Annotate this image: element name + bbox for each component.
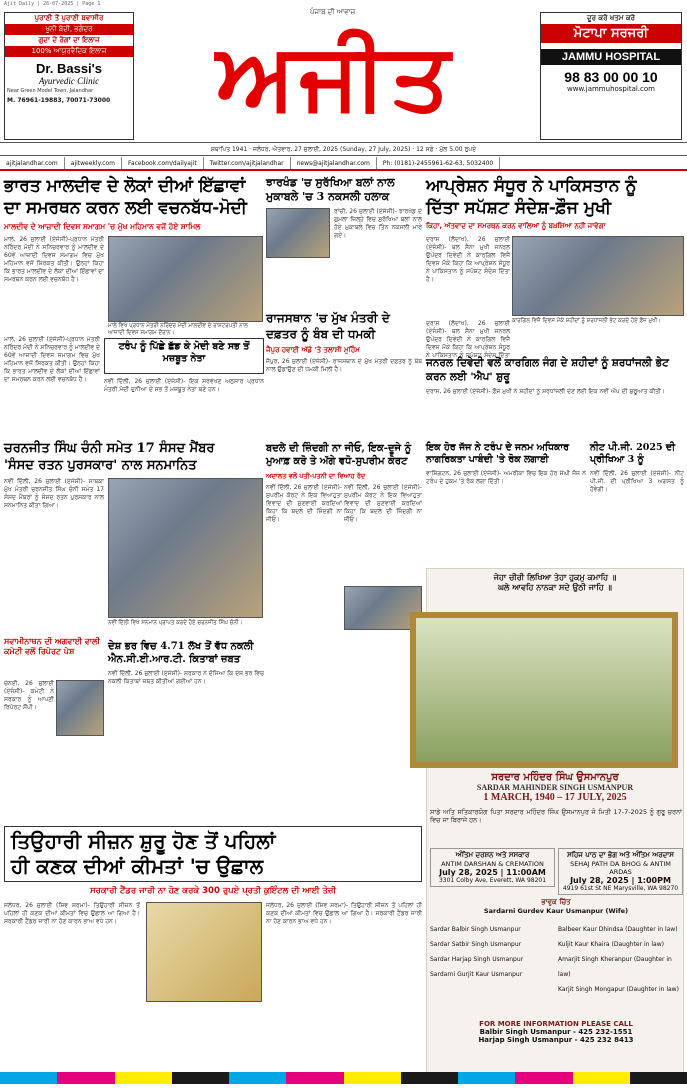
mourner-name: Sardar Balbir Singh Usmanpur [430,926,521,933]
mourner-name: Sardar Satbir Singh Usmanpur [430,941,522,948]
print-slug: Ajit Daily | 26-07-2025 | Page 1 [4,1,101,7]
lead1-body-cont: ਮਾਲੇ, 26 ਜੁਲਾਈ (ਏਜੰਸੀ)-ਪ੍ਰਧਾਨ ਮੰਤਰੀ ਨਰਿੰਦਰ ਮੋਦੀ ਨੇ ਸਨਿਚਰਵਾਰ ਨੂੰ ਮਾਲਦੀਵ ਦੇ 60ਵੇਂ ਆਜ਼ਾਦੀ ਦਿਵਸ ਸਮਾਗਮ ਵਿਚ ਮੁੱਖ ਮਹਿਮਾਨ ਵਜੋਂ ਸ਼ਿਰਕਤ ਕੀਤੀ। ਉਨ੍ਹਾਂ ਕਿਹਾ ਕਿ ਭਾਰਤ ਮਾਲਦੀਵ ਦੇ ਲੋਕਾਂ ਦੀਆਂ ਇੱਛਾਵਾਂ ਦਾ ਸਮਰਥਨ ਕਰਨ ਲਈ ਵਚਨਬੱਧ ਹੈ। [4,336,100,383]
obituary-portrait [410,612,678,768]
naxal-body: ਰਾਂਚੀ, 26 ਜੁਲਾਈ (ਏਜੰਸੀ)- ਝਾਰਖੰਡ ਦੇ ਗੁਮਲਾ ਜ਼ਿਲ੍ਹੇ ਵਿਚ ਸੁਰੱਖਿਆ ਬਲਾਂ ਨਾਲ ਹੋਏ ਮੁਕਾਬਲੇ ਵਿਚ ਤਿੰਨ ਨਕਸਲੀ ਮਾਰੇ ਗਏ। [334,208,422,239]
divorce-headline[interactable]: ਬਦਲੇ ਦੀ ਜ਼ਿੰਦਗੀ ਨਾ ਜੀਓ, ਇਕ-ਦੂਜੇ ਨੂੰ ਮੁਆਫ਼ ਕਰੋ ਤੇ ਅੱਗੇ ਵਧੋ-ਸੁਪਰੀਮ ਕੋਰਟ [266,443,412,467]
divorce-subhead: ਅਦਾਲਤ ਵਲੋਂ ਪਤੀ-ਪਤਨੀ ਦਾ ਵਿਆਹ ਰੱਦ [266,472,366,480]
sindoor-subhead: ਕਿਹਾ, ਅੱਤਵਾਦ ਦਾ ਸਮਰਥਨ ਕਰਨ ਵਾਲਿਆਂ ਨੂੰ ਬਖ਼ਸ਼ਿਆ ਨਹੀਂ ਜਾਵੇਗਾ [426,222,606,230]
mourners-wife: Sardarni Gurdev Kaur Usmanpur (Wife) [483,907,629,915]
sindoor-headline-line1: ਆਪ੍ਰੇਸ਼ਨ ਸੰਧੂਰ ਨੇ ਪਾਕਿਸਤਾਨ ਨੂੰ [426,176,637,196]
lead1-headline-line1: ਭਾਰਤ ਮਾਲਦੀਵ ਦੇ ਲੋਕਾਂ ਦੀਆਂ ਇੱਛਾਵਾਂ [4,176,246,196]
award-caption: ਨਵੀਂ ਦਿੱਲੀ ਵਿਖੇ ਸਨਮਾਨ ਪ੍ਰਾਪਤ ਕਰਦੇ ਹੋਏ ਚਰਨਜੀਤ ਸਿੰਘ ਚੰਨੀ। [108,620,243,626]
mourner-name: Sardar Harjap Singh Usmanpur [430,956,524,963]
cremation-address: 3301 Colby Ave, Everett, WA 98201 [438,877,547,884]
sindoor-headline[interactable] [426,175,684,219]
color-swatch [630,1072,687,1084]
obituary-cremation [430,848,555,887]
ad-hospital-phone: 98 83 00 00 10 [564,69,658,85]
ad-hospital-web: www.jammuhospital.com [567,85,655,93]
award-photo[interactable] [108,478,263,618]
lead1-subhead: ਮਾਲਦੀਵ ਦੇ ਆਜ਼ਾਦੀ ਦਿਵਸ ਸਮਾਗਮ 'ਚ ਮੁੱਖ ਮਹਿਮਾਨ ਵਜੋਂ ਹੋਏ ਸ਼ਾਮਿਲ [4,222,201,231]
contact-item[interactable]: news@ajitjalandhar.com [291,157,377,169]
mourners-left [430,922,554,982]
lead1-headline[interactable] [4,175,262,219]
award-headline[interactable] [4,440,262,474]
obituary-notice: ਸਾਡੇ ਅਤਿ ਸਤਿਕਾਰਯੋਗ ਪਿਤਾ ਸਰਦਾਰ ਮਹਿੰਦਰ ਸਿੰਘ ਉਸਮਾਨਪੁਰ ਜੋ ਮਿਤੀ 17-7-2025 ਨੂੰ ਗੁਰੂ ਚਰਨਾਂ ਵਿਚ ਜਾ ਬਿਰਾਜੇ ਹਨ। [430,808,682,824]
obituary-verse-2: ਘਲੇ ਆਵਹਿ ਨਾਨਕਾ ਸਦੇ ਉਠੀ ਜਾਹਿ ॥ [498,583,612,592]
obituary-mourners-header [430,898,682,915]
divorce-body: ਨਵੀਂ ਦਿੱਲੀ, 26 ਜੁਲਾਈ (ਏਜੰਸੀ)- ਸੁਪਰੀਮ ਕੋਰਟ ਨੇ ਇਕ ਵਿਆਹੁਤਾ ਵਿਵਾਦ ਦੀ ਸੁਣਵਾਈ ਕਰਦਿਆਂ ਕਿਹਾ ਕਿ ਬਦਲੇ ਦੀ ਜ਼ਿੰਦਗੀ ਨਾ ਜੀਓ। [266,484,342,523]
naxal-photo [266,208,330,258]
mourner-name: Karjit Singh Mongapur (Daughter in law) [558,986,679,993]
cremation-date: July 28, 2025 | 11:00AM [439,868,546,877]
masthead-tagline: ਪੰਜਾਬ ਦੀ ਆਵਾਜ਼ [310,8,356,16]
bhog-date: July 28, 2025 | 1:00PM [570,876,671,885]
masthead [170,8,500,148]
ad-hospital-line2: ਮੋਟਾਪਾ ਸਰਜਰੀ [541,24,681,43]
more-info-label: FOR MORE INFORMATION PLEASE CALL [479,1020,633,1028]
ncert-body: ਨਵੀਂ ਦਿੱਲੀ, 26 ਜੁਲਾਈ (ਏਜੰਸੀ)- ਸਰਕਾਰ ਨੇ ਦੱਸਿਆ ਕਿ ਦੇਸ਼ ਭਰ ਵਿਚ ਨਕਲੀ ਕਿਤਾਬਾਂ ਜ਼ਬਤ ਕੀਤੀਆਂ ਗਈਆਂ ਹਨ। [108,670,264,685]
ad-clinic-line1: ਪੁਰਾਣੀ ਤੋਂ ਪੁਰਾਣੀ ਬਵਾਸੀਰ [5,13,133,24]
dateline: ਸਥਾਪਿਤ 1941 · ਜਲੰਧਰ, ਐਤਵਾਰ, 27 ਜੁਲਾਈ, 2025 (Sunday, 27 July, 2025) · 12 ਸਫ਼ੇ · ਮੁੱਲ 5.00 ਰੁਪਏ [0,142,687,156]
contact-item[interactable]: Facebook.com/dailyajit [122,157,204,169]
judge-body: ਵਾਸ਼ਿੰਗਟਨ, 26 ਜੁਲਾਈ (ਏਜੰਸੀ)- ਅਮਰੀਕਾ ਵਿਚ ਇਕ ਹੋਰ ਸੰਘੀ ਜੱਜ ਨੇ ਟਰੰਪ ਦੇ ਹੁਕਮ 'ਤੇ ਰੋਕ ਲਗਾ ਦਿੱਤੀ। [426,470,586,485]
lead1-photo[interactable] [108,236,263,322]
lead1-body: ਮਾਲੇ, 26 ਜੁਲਾਈ (ਏਜੰਸੀ)-ਪ੍ਰਧਾਨ ਮੰਤਰੀ ਨਰਿੰਦਰ ਮੋਦੀ ਨੇ ਸਨਿਚਰਵਾਰ ਨੂੰ ਮਾਲਦੀਵ ਦੇ 60ਵੇਂ ਆਜ਼ਾਦੀ ਦਿਵਸ ਸਮਾਗਮ ਵਿਚ ਮੁੱਖ ਮਹਿਮਾਨ ਵਜੋਂ ਸ਼ਿਰਕਤ ਕੀਤੀ। ਉਨ੍ਹਾਂ ਕਿਹਾ ਕਿ ਭਾਰਤ ਮਾਲਦੀਵ ਦੇ ਲੋਕਾਂ ਦੀਆਂ ਇੱਛਾਵਾਂ ਦਾ ਸਮਰਥਨ ਕਰਨ ਲਈ ਵਚਨਬੱਧ ਹੈ। [4,236,104,283]
ad-hospital-line1: ਦੂਰ ਕਰੋ ਖਤਮ ਕਰੋ [541,13,681,24]
ad-hospital-name: JAMMU HOSPITAL [541,49,681,65]
sindoor-photo[interactable] [512,236,684,316]
small-story-photo [56,680,104,736]
newspaper-logo[interactable]: ਅਜੀਤ [216,22,454,130]
color-swatch [286,1072,343,1084]
kargil-headline[interactable]: ਜਨਰਲ ਦਿਵੇਦੀ ਵਲੋਂ ਕਾਰਗਿਲ ਜੰਗ ਦੇ ਸ਼ਹੀਦਾਂ ਨੂੰ ਸ਼ਰਧਾਂਜਲੀ ਭੇਟ ਕਰਨ ਲਈ 'ਐਪ' ਸ਼ੁਰੂ [426,357,669,383]
ad-clinic-line4: 100% ਆਯੁਰਵੈਦਿਕ ਇਲਾਜ [5,46,133,57]
sindoor-headline-line2: ਦਿੱਤਾ ਸਪੱਸ਼ਟ ਸੰਦੇਸ਼-ਫ਼ੌਜ ਮੁਖੀ [426,198,612,218]
contact-item[interactable]: ajitweekly.com [65,157,122,169]
ad-clinic-address: Near Green Model Town, Jalandhar [7,88,94,94]
color-swatch [573,1072,630,1084]
ad-clinic-brand: Dr. Bassi's [36,61,102,76]
naxal-headline[interactable]: ਝਾਰਖੰਡ 'ਚ ਸੁਰੱਖਿਆ ਬਲਾਂ ਨਾਲ ਮੁਕਾਬਲੇ 'ਚ 3 ਨਕਸਲੀ ਹਲਾਕ [266,176,395,203]
wheat-body-col2: ਜਲੰਧਰ, 26 ਜੁਲਾਈ (ਸ਼ਿਵ ਸ਼ਰਮਾ)- ਤਿਉਹਾਰੀ ਸੀਜ਼ਨ ਤੋਂ ਪਹਿਲਾਂ ਹੀ ਕਣਕ ਦੀਆਂ ਕੀਮਤਾਂ ਵਿਚ ਉਛਾਲ ਆ ਗਿਆ ਹੈ। ਸਰਕਾਰੀ ਟੈਂਡਰ ਜਾਰੀ ਨਾ ਹੋਣ ਕਾਰਨ ਭਾਅ ਵਧੇ ਹਨ। [266,902,422,925]
color-registration-bar [0,1072,687,1084]
neet-headline[interactable]: ਨੀਟ ਪੀ.ਜੀ. 2025 ਦੀ ਪ੍ਰੀਖਿਆ 3 ਨੂੰ [590,442,676,465]
sindoor-caption: ਕਾਰਗਿਲ ਵਿਜੈ ਦਿਵਸ ਮੌਕੇ ਸ਼ਹੀਦਾਂ ਨੂੰ ਸ਼ਰਧਾਂਜਲੀ ਭੇਟ ਕਰਦੇ ਹੋਏ ਫ਼ੌਜ ਮੁਖੀ। [512,318,661,324]
sindoor-body-cont: ਦਰਾਸ (ਲੱਦਾਖ), 26 ਜੁਲਾਈ (ਏਜੰਸੀ)- ਥਲ ਸੈਨਾ ਮੁਖੀ ਜਨਰਲ ਉਪੇਂਦਰ ਦਿਵੇਦੀ ਨੇ ਕਾਰਗਿਲ ਵਿਜੈ ਦਿਵਸ ਮੌਕੇ ਕਿਹਾ ਕਿ ਆਪ੍ਰੇਸ਼ਨ ਸੰਧੂਰ ਨੇ ਪਾਕਿਸਤਾਨ ਨੂੰ ਸਪੱਸ਼ਟ ਸੰਦੇਸ਼ ਦਿੱਤਾ [426,320,510,359]
ad-hospital[interactable] [540,12,682,140]
trump-body: ਨਵੀਂ ਦਿੱਲੀ, 26 ਜੁਲਾਈ (ਏਜੰਸੀ)- ਇਕ ਸਰਵੇਖਣ ਅਨੁਸਾਰ ਪ੍ਰਧਾਨ ਮੰਤਰੀ ਮੋਦੀ ਦੁਨੀਆ ਦੇ ਸਭ ਤੋਂ ਮਜ਼ਬੂਤ ਨੇਤਾ ਬਣੇ ਹਨ। [104,378,264,393]
lead1-headline-line2: ਦਾ ਸਮਰਥਨ ਕਰਨ ਲਈ ਵਚਨਬੱਧ-ਮੋਦੀ [4,198,247,218]
obituary-dates: 1 MARCH, 1940 – 17 JULY, 2025 [483,792,627,803]
mourner-name: Amarjit Singh Kheranpur (Daughter in law) [558,956,672,978]
color-swatch [401,1072,458,1084]
small-story-headline[interactable]: ਸਵਾਮੀਨਾਥਨ ਦੀ ਅਗਵਾਈ ਵਾਲੀ ਕਮੇਟੀ ਵਲੋਂ ਰਿਪੋਰਟ ਪੇਸ਼ [4,636,100,656]
wheat-photo [146,902,262,1002]
rajasthan-body: ਜੈਪੁਰ, 26 ਜੁਲਾਈ (ਏਜੰਸੀ)- ਰਾਜਸਥਾਨ ਦੇ ਮੁੱਖ ਮੰਤਰੀ ਦਫ਼ਤਰ ਨੂੰ ਬੰਬ ਨਾਲ ਉਡਾਉਣ ਦੀ ਧਮਕੀ ਮਿਲੀ ਹੈ। [266,358,422,373]
wheat-body: ਜਲੰਧਰ, 26 ਜੁਲਾਈ (ਸ਼ਿਵ ਸ਼ਰਮਾ)- ਤਿਉਹਾਰੀ ਸੀਜ਼ਨ ਤੋਂ ਪਹਿਲਾਂ ਹੀ ਕਣਕ ਦੀਆਂ ਕੀਮਤਾਂ ਵਿਚ ਉਛਾਲ ਆ ਗਿਆ ਹੈ। ਸਰਕਾਰੀ ਟੈਂਡਰ ਜਾਰੀ ਨਾ ਹੋਣ ਕਾਰਨ ਭਾਅ ਵਧੇ ਹਨ। [4,902,140,925]
rajasthan-subhead: ਜੈਪੁਰ ਹਵਾਈ ਅੱਡੇ 'ਤੇ ਤਲਾਸ਼ੀ ਮੁਹਿੰਮ [266,346,360,354]
ncert-headline[interactable]: ਦੇਸ਼ ਭਰ ਵਿਚ 4.71 ਲੱਖ ਤੋਂ ਵੱਧ ਨਕਲੀ ਐਨ.ਸੀ.ਈ.ਆਰ.ਟੀ. ਕਿਤਾਬਾਂ ਜ਼ਬਤ [108,641,254,665]
obituary-name-block [426,772,684,803]
ad-clinic[interactable] [4,12,134,140]
wheat-headline-line2: ਹੀ ਕਣਕ ਦੀਆਂ ਕੀਮਤਾਂ 'ਚ ਉਛਾਲ [11,854,264,878]
divorce-body-col2: ਨਵੀਂ ਦਿੱਲੀ, 26 ਜੁਲਾਈ (ਏਜੰਸੀ)- ਸੁਪਰੀਮ ਕੋਰਟ ਨੇ ਇਕ ਵਿਆਹੁਤਾ ਵਿਵਾਦ ਦੀ ਸੁਣਵਾਈ ਕਰਦਿਆਂ ਕਿਹਾ ਕਿ ਬਦਲੇ ਦੀ ਜ਼ਿੰਦਗੀ ਨਾ ਜੀਓ। [344,484,422,523]
color-swatch [115,1072,172,1084]
rajasthan-headline[interactable]: ਰਾਜਸਥਾਨ 'ਚ ਮੁੱਖ ਮੰਤਰੀ ਦੇ ਦਫ਼ਤਰ ਨੂੰ ਬੰਬ ਦੀ ਧਮਕੀ [266,311,390,341]
award-headline-line2: 'ਸੰਸਦ ਰਤਨ ਪੁਰਸਕਾਰ' ਨਾਲ ਸਨਮਾਨਿਤ [4,458,197,473]
contact-item[interactable]: Twitter.com/ajitjalandhar [204,157,291,169]
obituary-name-en: SARDAR MAHINDER SINGH USMANPUR [476,783,634,792]
ad-clinic-phone: M. 76961-19883, 70071-73000 [7,97,111,104]
judge-headline[interactable]: ਇਕ ਹੋਰ ਜੱਜ ਨੇ ਟਰੰਪ ਦੇ ਜਨਮ ਅਧਿਕਾਰ ਨਾਗਰਿਕਤਾ ਪਾਬੰਦੀ 'ਤੇ ਰੋਕ ਲਗਾਈ [426,442,570,465]
bhog-address: 4919 61st St NE Marysville, WA 98270 [562,885,679,892]
contact-item[interactable]: ajitjalandhar.com [0,157,65,169]
color-swatch [57,1072,114,1084]
award-body: ਨਵੀਂ ਦਿੱਲੀ, 26 ਜੁਲਾਈ (ਏਜੰਸੀ)- ਸਾਬਕਾ ਮੁੱਖ ਮੰਤਰੀ ਚਰਨਜੀਤ ਸਿੰਘ ਚੰਨੀ ਸਮੇਤ 17 ਸੰਸਦ ਮੈਂਬਰਾਂ ਨੂੰ ਸੰਸਦ ਰਤਨ ਪੁਰਸਕਾਰ ਨਾਲ ਸਨਮਾਨਿਤ ਕੀਤਾ ਗਿਆ। [4,478,104,509]
obituary-contacts [430,1020,682,1044]
mourners-title: ਭਾਵੁਕ ਚਿੱਤ [541,898,571,906]
color-swatch [344,1072,401,1084]
obituary-bhog [558,848,683,895]
contact-bar [0,157,687,171]
bhog-title-en: SEHAJ PATH DA BHOG & ANTIM ARDAS [570,860,671,876]
bhog-title-pa: ਸਹਿਜ ਪਾਠ ਦਾ ਭੋਗ ਅਤੇ ਅੰਤਿਮ ਅਰਦਾਸ [567,851,674,859]
color-swatch [515,1072,572,1084]
color-swatch [0,1072,57,1084]
contact-line[interactable]: Balbir Singh Usmanpur - 425 232-1551 [479,1028,633,1036]
ad-clinic-brand2: Ayurvedic Clinic [38,76,100,86]
small-story-body: ਚੇਨਈ, 26 ਜੁਲਾਈ (ਏਜੰਸੀ)- ਕਮੇਟੀ ਨੇ ਸਰਕਾਰ ਨੂੰ ਆਪਣੀ ਰਿਪੋਰਟ ਸੌਂਪੀ। [4,680,54,711]
color-swatch [229,1072,286,1084]
mourner-name: Sardarni Gurjit Kaur Usmanpur [430,971,523,978]
trump-headline: ਟਰੰਪ ਨੂੰ ਪਿੱਛੇ ਛੱਡ ਕੇ ਮੋਦੀ ਬਣੇ ਸਭ ਤੋਂ ਮਜ਼ਬੂਤ ਨੇਤਾ [118,341,250,364]
award-headline-line1: ਚਰਨਜੀਤ ਸਿੰਘ ਚੰਨੀ ਸਮੇਤ 17 ਸੰਸਦ ਮੈਂਬਰ [4,441,215,456]
wheat-headline-box[interactable] [4,826,422,882]
cremation-title-en: ANTIM DARSHAN & CREMATION [441,860,544,868]
trump-box[interactable] [104,338,264,374]
neet-body: ਨਵੀਂ ਦਿੱਲੀ, 26 ਜੁਲਾਈ (ਏਜੰਸੀ)- ਨੀਟ ਪੀ.ਜੀ. ਦੀ ਪ੍ਰੀਖਿਆ 3 ਅਗਸਤ ਨੂੰ ਹੋਵੇਗੀ। [590,470,684,493]
color-swatch [458,1072,515,1084]
mourner-name: Balbeer Kaur Dhindsa (Daughter in law) [558,926,678,933]
ad-clinic-line2: ਖੂਨੀ ਬੋਦੀ, ਭਗੰਦਰ [5,24,133,35]
sindoor-body: ਦਰਾਸ (ਲੱਦਾਖ), 26 ਜੁਲਾਈ (ਏਜੰਸੀ)- ਥਲ ਸੈਨਾ ਮੁਖੀ ਜਨਰਲ ਉਪੇਂਦਰ ਦਿਵੇਦੀ ਨੇ ਕਾਰਗਿਲ ਵਿਜੈ ਦਿਵਸ ਮੌਕੇ ਕਿਹਾ ਕਿ ਆਪ੍ਰੇਸ਼ਨ ਸੰਧੂਰ ਨੇ ਪਾਕਿਸਤਾਨ ਨੂੰ ਸਪੱਸ਼ਟ ਸੰਦੇਸ਼ ਦਿੱਤਾ ਹੈ। [426,236,510,283]
obituary-verse-1: ਜੇਹਾ ਚੀਰੀ ਲਿਖਿਆ ਤੇਹਾ ਹੁਕਮੁ ਕਮਾਹਿ ॥ [493,573,617,582]
obituary-name-pa: ਸਰਦਾਰ ਮਹਿੰਦਰ ਸਿੰਘ ਉਸਮਾਨਪੁਰ [491,772,619,783]
lead1-caption: ਮਾਲੇ ਵਿਖੇ ਪ੍ਰਧਾਨ ਮੰਤਰੀ ਨਰਿੰਦਰ ਮੋਦੀ ਮਾਲਦੀਵ ਦੇ ਰਾਸ਼ਟਰਪਤੀ ਨਾਲ ਆਜ਼ਾਦੀ ਦਿਵਸ ਸਮਾਗਮ ਦੌਰਾਨ। [108,323,248,336]
mourner-name: Kuljit Kaur Khaira (Daughter in law) [558,941,664,948]
color-swatch [172,1072,229,1084]
wheat-headline-line1: ਤਿਉਹਾਰੀ ਸੀਜ਼ਨ ਸ਼ੁਰੂ ਹੋਣ ਤੋਂ ਪਹਿਲਾਂ [11,829,276,853]
cremation-title-pa: ਅੰਤਿਮ ਦਰਸ਼ਨ ਅਤੇ ਸਸਕਾਰ [455,851,530,859]
contact-item: Ph: (0181)-2455961-62-63, 5032400 [377,157,500,169]
ad-clinic-line3: ਗੁਦਾ ਦੇ ਰੋਗਾਂ ਦਾ ਇਲਾਜ [5,35,133,46]
mourners-right [558,922,682,997]
wheat-subhead: ਸਰਕਾਰੀ ਟੈਂਡਰ ਜਾਰੀ ਨਾ ਹੋਣ ਕਰਕੇ 300 ਰੁਪਏ ਪ੍ਰਤੀ ਕੁਇੰਟਲ ਦੀ ਆਈ ਤੇਜ਼ੀ [89,886,337,896]
contact-line[interactable]: Harjap Singh Usmanpur - 425 232 8413 [478,1036,634,1044]
kargil-body: ਦਰਾਸ, 26 ਜੁਲਾਈ (ਏਜੰਸੀ)- ਫ਼ੌਜ ਮੁਖੀ ਨੇ ਸ਼ਹੀਦਾਂ ਨੂੰ ਸ਼ਰਧਾਂਜਲੀ ਦੇਣ ਲਈ ਇਕ ਨਵੀਂ ਐਪ ਦੀ ਸ਼ੁਰੂਆਤ ਕੀਤੀ। [426,388,665,395]
